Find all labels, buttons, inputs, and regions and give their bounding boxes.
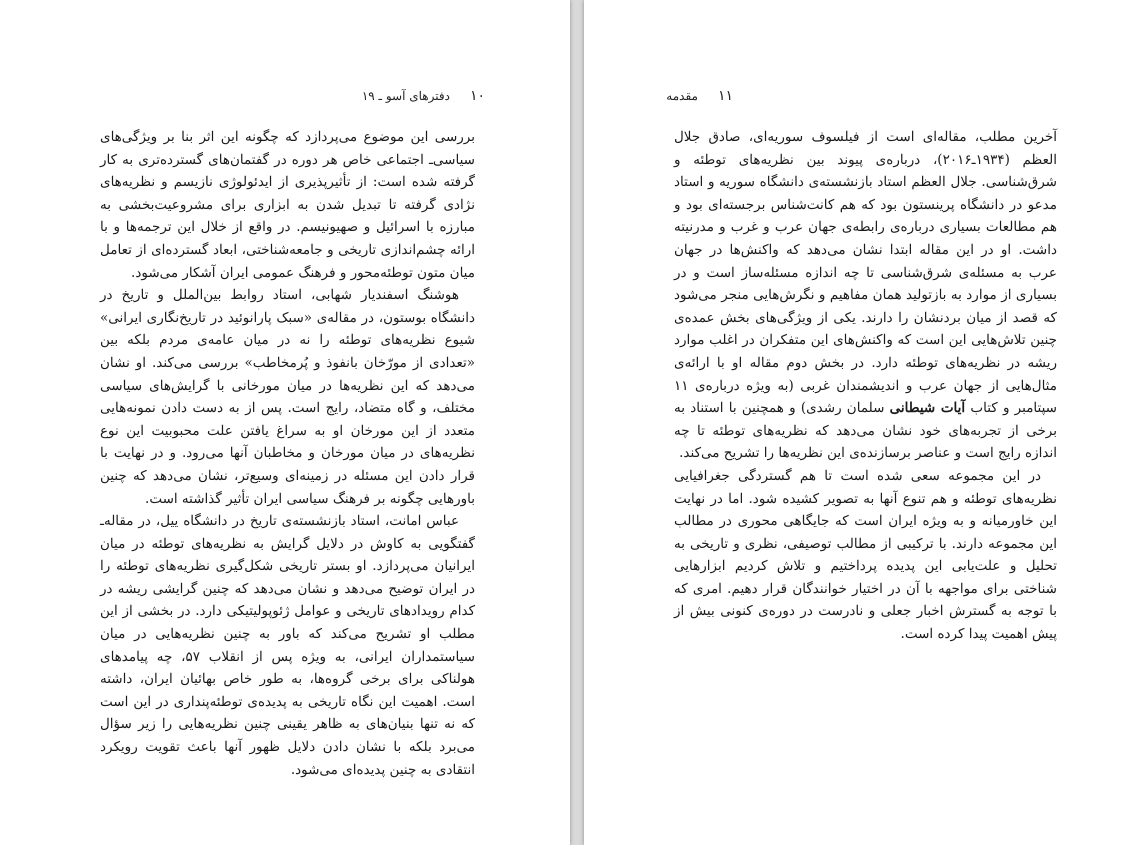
paragraph: هوشنگ اسفندیار شهابی، استاد روابط بین‌الملل و تاریخ در دانشگاه بوستون، در مقاله‌ی «سبک پارانوئید در تاریخ‌نگاری ایرانی» شیوع نظریه‌های توطئه را نه در میان عامه‌ی مردم بلکه بین «تعدادی از مورّخان بانفوذ و پُرمخاطب» بررسی می‌کند. او نشان می‌دهد که این نظریه‌ها در میان مورخانی با گرایش‌های سیاسی مختلف، و گاه متضاد، رایج است. پس از به دست دادن نمونه‌هایی متعدد از این مورخان او به سراغ یافتن علت محبوبیت این نوع نظریه‌های در میان مورخان و مخاطبان آنها می‌رود. و در نهایت با قرار دادن این مسئله در زمینه‌ای وسیع‌تر، نشان می‌دهد که چنین باورهایی چگونه بر فرهنگ سیاسی ایران تأثیر گذاشته است. bbox=[100, 287, 475, 507]
right-page bbox=[584, 0, 1147, 845]
paragraph: در این مجموعه سعی شده است تا هم گستردگی جغرافیایی نظریه‌های توطئه و هم تنوع آنها به تصویر کشیده شود. اما در نهایت این خاورمیانه و به ویژه ایران است که جایگاهی محوری در مطالب این مجموعه دارند. با ترکیبی از مطالب توصیفی، نظری و تاریخی به تحلیل و علت‌یابی این پدیده پرداختیم و تلاش کردیم ابزارهایی شناختی برای مواجهه با آن در اختیار خوانندگان قرار دهیم. امری که با توجه به گسترش اخبار جعلی و نادرست در دوره‌ی کنونی بیش از پیش اهمیت پیدا کرده است. bbox=[674, 467, 1057, 643]
running-title: دفترهای آسو ـ ۱۹ bbox=[361, 89, 450, 103]
paragraph-text: آخرین مطلب، مقاله‌ای است از فیلسوف سوریه‌ای، صادق جلال العظم (۱۹۳۴ـ۲۰۱۶)، درباره‌ی پیوند بین نظریه‌های توطئه و شرق‌شناسی. جلال العظم استاد بازنشسته‌ی دانشگاه سوریه و استاد مدعو در دانشگاه پرینستون بود که هم کانت‌شناس برجسته‌ای بود و هم مطالعات بسیاری درباره‌ی رابطه‌ی جهان عرب و غرب و مدرنیته داشت. او در این مقاله ابتدا نشان می‌دهد که واکنش‌ها در جهان عرب به مسئله‌ی شرق‌شناسی تا چه اندازه مسئله‌ساز است و در بسیاری از موارد به بازتولید همان مفاهیم و نگرش‌هایی منجر می‌شود که قصد از میان بردنشان را دارند. یکی از ویژگی‌های بخش عمده‌ی چنین تلاش‌هایی این است که واکنش‌های این متفکران در اغلب موارد ریشه در نظریه‌های توطئه دارد. در بخش دوم مقاله او با ارائه‌ی مثال‌هایی از جهان عرب و اندیشمندان غربی (به ویژه درباره‌ی ۱۱ سپتامبر و کتاب bbox=[674, 129, 1057, 417]
page-number: ۱۱ bbox=[717, 88, 733, 104]
page-body bbox=[674, 126, 1057, 646]
paragraph: عباس امانت، استاد بازنشسته‌ی تاریخ در دانشگاه ییل، در مقاله‌ـ گفتگویی به کاوش در دلایل گرایش به نظریه‌های توطئه در میان ایرانیان می‌پردازد. او بستر تاریخی شکل‌گیری نظریه‌های توطئه را در ایران توضیح می‌دهد و نشان می‌دهد که چنین گرایشی ریشه در کدام رویدادهای تاریخی و عوامل ژئوپولیتیکی دارد. در بخشی از این مطلب او تشریح می‌کند که باور به چنین نظریه‌هایی در میان سیاستمداران ایرانی، به ویژه پس از انقلاب ۵۷، چه پیامدهای هولناکی برای برخی گروه‌ها، به طور خاص بهائیان ایران، داشته است. اهمیت این نگاه تاریخی به پدیده‌ی توطئه‌پنداری در این است که نه تنها بنیان‌های به ظاهر یقینی چنین نظریه‌هایی را زیر سؤال می‌برد بلکه با نشان دادن دلایل ظهور آنها باعث تقویت رویکرد انتقادی به چنین پدیده‌ای می‌شود. bbox=[100, 513, 475, 778]
book-title: آیات شیطانی bbox=[889, 400, 966, 417]
running-title: مقدمه bbox=[666, 89, 698, 103]
left-page bbox=[0, 0, 570, 845]
paragraph bbox=[674, 126, 1057, 465]
paragraph-text: سلمان رشدی) و همچنین با استناد به برخی از تجربه‌های خود نشان می‌دهد که نظریه‌های توطئه تا چه اندازه رایج است و عناصر برسازنده‌ی این نظریه‌ها را تشریح می‌کند. bbox=[674, 400, 1057, 462]
paragraph: بررسی این موضوع می‌پردازد که چگونه این اثر بنا بر ویژگی‌های سیاسی‌ـ اجتماعی خاص هر دوره در گفتمان‌های گسترده‌تری به کار گرفته شده است: از تأثیرپذیری از ایدئولوژی نازیسم و نظریه‌های نژادی گرفته تا تبدیل شدن به ابزاری برای مشروعیت‌بخشی به مبارزه با اسرائیل و صهیونیسم. در واقع از خلال این ترجمه‌ها و با ارائه چشم‌اندازی تاریخی و جامعه‌شناختی، ابعاد گسترده‌ای از تعامل میان متون توطئه‌محور و فرهنگ عمومی ایران آشکار می‌شود. bbox=[100, 129, 475, 281]
page-body bbox=[100, 126, 475, 781]
page-number: ۱۰ bbox=[469, 88, 485, 104]
page-header bbox=[666, 87, 733, 105]
page-header bbox=[361, 87, 485, 105]
